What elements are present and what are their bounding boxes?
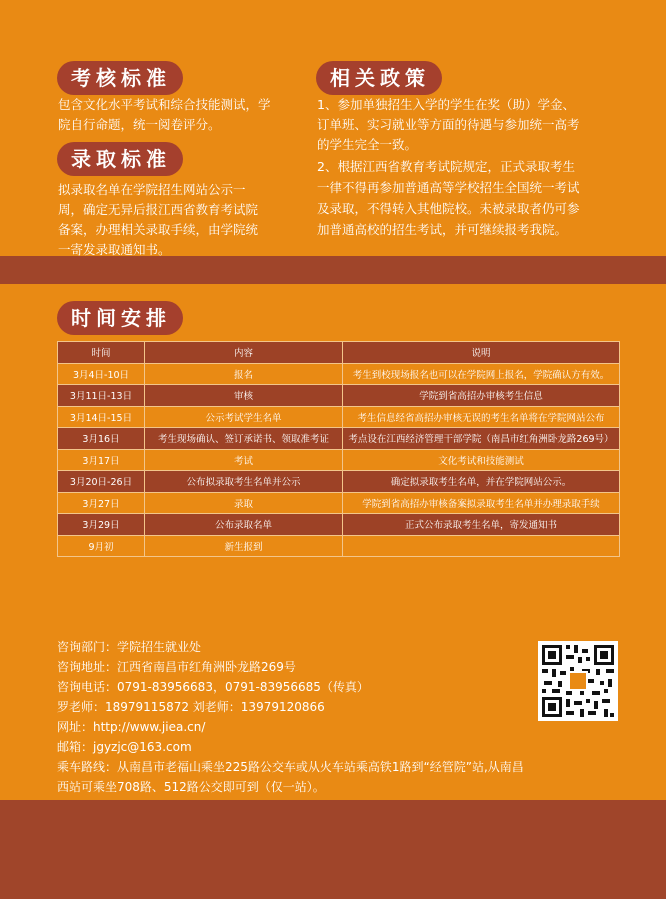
cell-note: 考生到校现场报名也可以在学院网上报名，学院确认方有效。 [343,363,620,385]
footer-band [0,800,666,899]
contact-route-cont: 西站可乘坐708路、512路公交即可到（仅一站）。 [57,780,325,794]
cell-time: 3月20日-26日 [58,471,145,493]
policy-line: 及录取，不得转入其他院校。未被录取者仍可参 [317,201,580,216]
cell-content: 审核 [145,385,343,407]
divider-band [0,256,666,284]
cell-time: 3月17日 [58,449,145,471]
assessment-title: 考核标准 [57,61,183,95]
policy-line: 订单班、实习就业等方面的待遇与参加统一高考 [317,117,580,132]
cell-content: 录取 [145,492,343,514]
schedule-table [57,341,620,557]
policy-line: 一律不得再参加普通高等学校招生全国统一考试 [317,180,580,195]
admission-line: 周，确定无异后报江西省教育考试院 [58,202,259,217]
header-content: 内容 [145,342,343,364]
contact-website-link[interactable]: 网址：http://www.jiea.cn/ [57,720,206,734]
table-row [58,514,620,536]
cell-content: 公示考试学生名单 [145,406,343,428]
table-row [58,449,620,471]
cell-note: 确定拟录取考生名单，并在学院网站公示。 [343,471,620,493]
cell-content: 考生现场确认、签订承诺书、领取准考证 [145,428,343,450]
contact-teachers: 罗老师：18979115872 刘老师：13979120866 [57,700,325,714]
admission-line: 拟录取名单在学院招生网站公示一 [58,182,246,197]
cell-time: 3月29日 [58,514,145,536]
table-row [58,385,620,407]
table-row [58,535,620,557]
cell-content: 考试 [145,449,343,471]
cell-time: 3月11日-13日 [58,385,145,407]
assessment-line: 包含文化水平考试和综合技能测试，学 [58,97,271,112]
policy-line: 加普通高校的招生考试，并可继续报考我院。 [317,222,568,237]
table-row [58,471,620,493]
cell-time: 3月4日-10日 [58,363,145,385]
table-header-row [58,342,620,364]
policy-line: 2、根据江西省教育考试院规定，正式录取考生 [317,159,575,174]
contact-email-link[interactable]: 邮箱：jgyzjc@163.com [57,740,192,754]
assessment-line: 院自行命题，统一阅卷评分。 [58,117,221,132]
cell-note: 文化考试和技能测试 [343,449,620,471]
header-note: 说明 [343,342,620,364]
contact-phone: 咨询电话：0791-83956683，0791-83956685（传真） [57,680,369,694]
qr-code-icon [538,641,618,721]
contact-department: 咨询部门：学院招生就业处 [57,640,202,654]
cell-content: 公布拟录取考生名单并公示 [145,471,343,493]
cell-note: 考生信息经省高招办审核无误的考生名单将在学院网站公布 [343,406,620,428]
table-row [58,492,620,514]
cell-content: 公布录取名单 [145,514,343,536]
cell-time: 3月16日 [58,428,145,450]
cell-time: 9月初 [58,535,145,557]
schedule-title: 时间安排 [57,301,183,335]
policy-title: 相关政策 [316,61,442,95]
cell-note [343,535,620,557]
cell-note: 学院到省高招办审核考生信息 [343,385,620,407]
cell-note: 考点设在江西经济管理干部学院（南昌市红角洲卧龙路269号） [343,428,620,450]
cell-note: 学院到省高招办审核备案拟录取考生名单并办理录取手续 [343,492,620,514]
cell-time: 3月14日-15日 [58,406,145,428]
contact-info [57,637,617,797]
cell-note: 正式公布录取考生名单，寄发通知书 [343,514,620,536]
cell-time: 3月27日 [58,492,145,514]
policy-line: 的学生完全一致。 [317,137,418,152]
admission-title: 录取标准 [57,142,183,176]
admission-line: 一寄发录取通知书。 [58,242,171,257]
table-row [58,428,620,450]
policy-line: 1、参加单独招生入学的学生在奖（助）学金、 [317,97,575,112]
cell-content: 新生报到 [145,535,343,557]
table-row [58,406,620,428]
contact-address: 咨询地址：江西省南昌市红角洲卧龙路269号 [57,660,296,674]
table-row [58,363,620,385]
admission-line: 备案，办理相关录取手续，由学院统 [58,222,259,237]
header-time: 时间 [58,342,145,364]
cell-content: 报名 [145,363,343,385]
contact-route: 乘车路线：从南昌市老福山乘坐225路公交车或从火车站乘高铁1路到“经管院”站,从南昌 [57,760,524,774]
